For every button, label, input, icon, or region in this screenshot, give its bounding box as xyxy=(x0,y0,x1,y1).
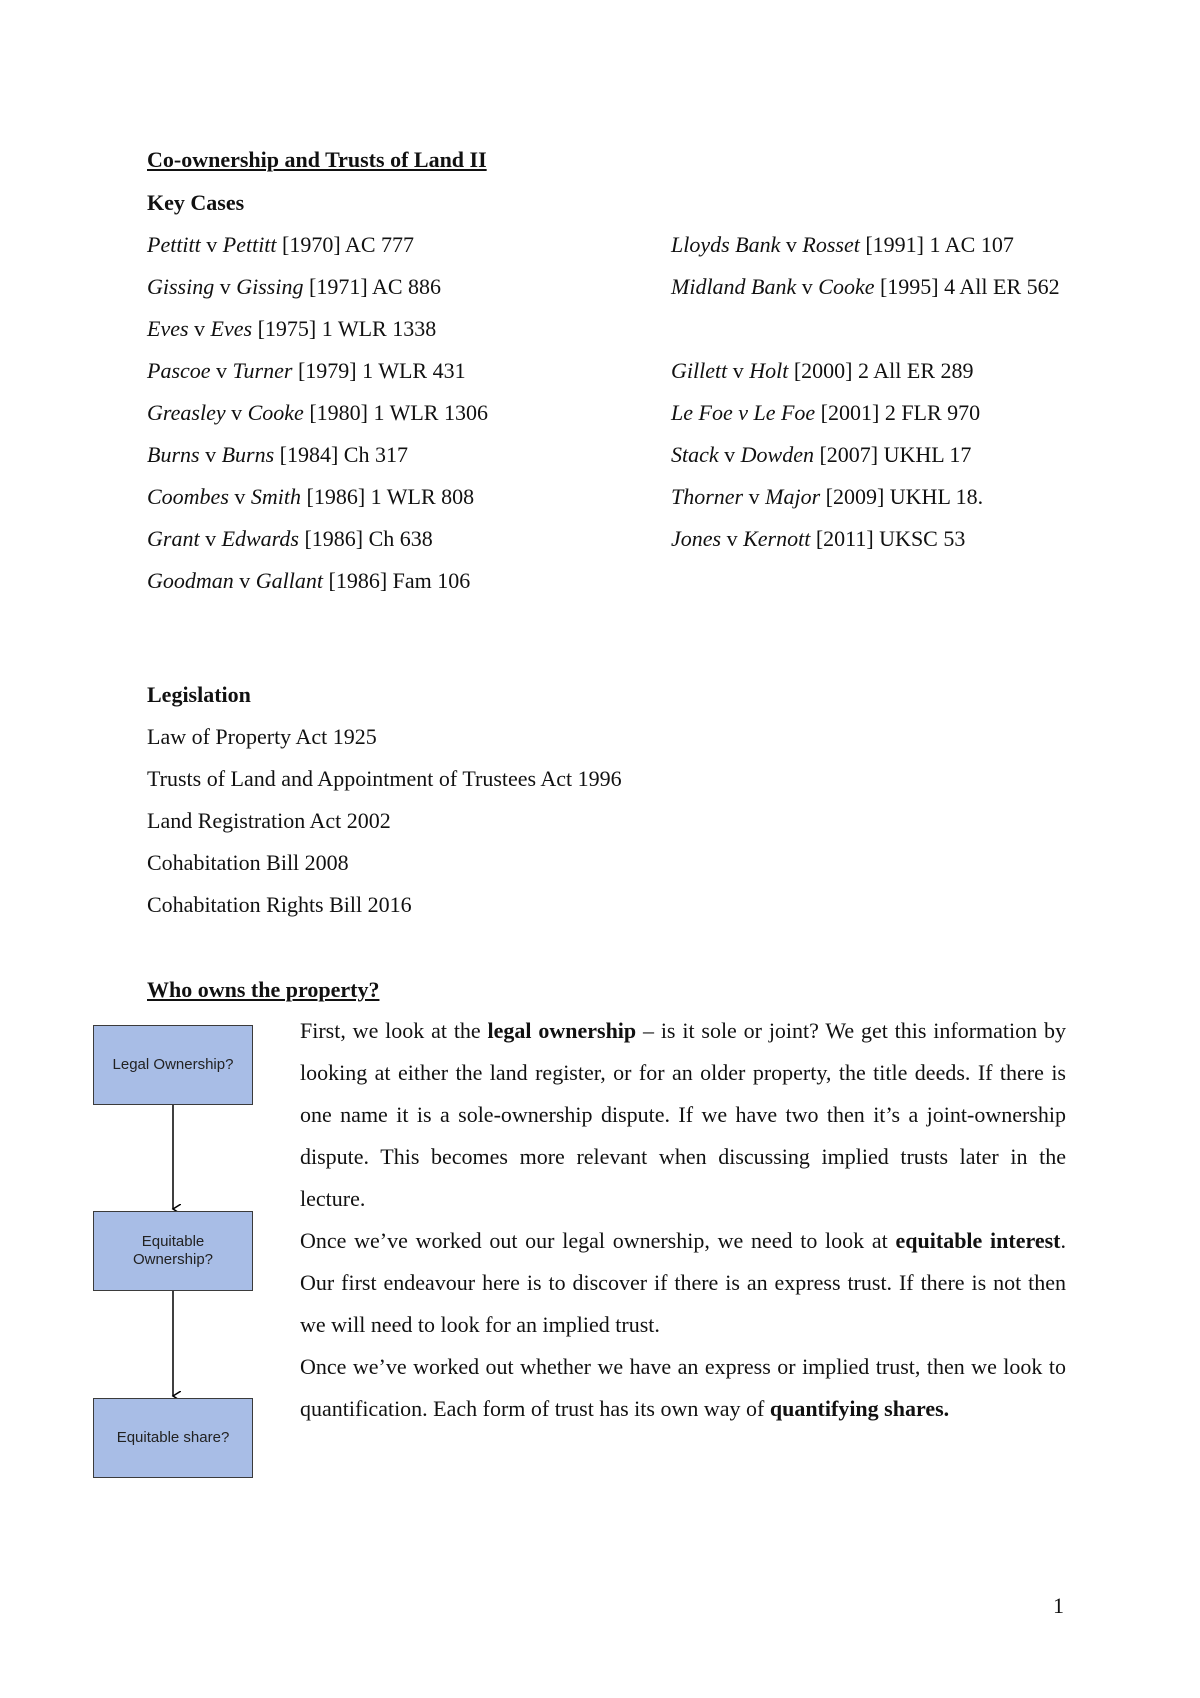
case-reference: [1986] Fam 106 xyxy=(323,568,471,593)
case-versus: v xyxy=(225,400,248,425)
case-party: Kernott xyxy=(743,526,811,551)
case-citation xyxy=(147,441,647,483)
case-citation xyxy=(147,399,647,441)
case-citation xyxy=(671,441,1101,483)
case-party: Edwards xyxy=(221,526,299,551)
case-party: Le Foe v Le Foe xyxy=(671,400,816,425)
cases-list-left xyxy=(147,231,647,609)
document-title: Co-ownership and Trusts of Land II xyxy=(147,147,487,172)
case-versus: v xyxy=(718,442,741,467)
paragraph-quantification xyxy=(300,1346,1066,1430)
case-party: Burns xyxy=(221,442,275,467)
case-party: Burns xyxy=(147,442,200,467)
legislation-item: Land Registration Act 2002 xyxy=(147,808,391,833)
case-citation xyxy=(671,399,1101,441)
case-party: Gillett xyxy=(671,358,728,383)
case-party: Holt xyxy=(749,358,789,383)
case-party: Gissing xyxy=(147,274,215,299)
case-reference: [1991] 1 AC 107 xyxy=(859,232,1014,257)
case-party: Pascoe xyxy=(147,358,211,383)
case-reference: [2001] 2 FLR 970 xyxy=(815,400,981,425)
case-citation xyxy=(147,315,647,357)
legislation-list xyxy=(147,723,622,933)
case-party: Jones xyxy=(671,526,722,551)
case-party: Pettitt xyxy=(222,232,277,257)
case-reference: [1986] 1 WLR 808 xyxy=(301,484,475,509)
case-reference: [1979] 1 WLR 431 xyxy=(292,358,466,383)
paragraph-equitable-interest xyxy=(300,1220,1066,1346)
case-party: Major xyxy=(765,484,821,509)
case-reference: [1970] AC 777 xyxy=(276,232,415,257)
flowchart-box-legal-ownership: Legal Ownership? xyxy=(93,1025,253,1105)
legislation-item: Cohabitation Bill 2008 xyxy=(147,850,349,875)
case-reference: [1971] AC 886 xyxy=(303,274,441,299)
case-versus: v xyxy=(727,358,750,383)
legislation-item: Cohabitation Rights Bill 2016 xyxy=(147,892,412,917)
case-versus: v xyxy=(210,358,233,383)
case-party: Lloyds Bank xyxy=(671,232,781,257)
case-citation xyxy=(147,273,647,315)
case-party: Coombes xyxy=(147,484,229,509)
case-party: Rosset xyxy=(802,232,860,257)
body-text xyxy=(300,1010,1066,1430)
case-party: Cooke xyxy=(247,400,304,425)
case-versus: v xyxy=(199,526,222,551)
emphasis-equitable-interest: equitable interest xyxy=(895,1228,1061,1253)
case-party: Eves xyxy=(147,316,189,341)
legislation-heading: Legislation xyxy=(147,682,251,707)
legislation-item: Law of Property Act 1925 xyxy=(147,724,377,749)
case-citation xyxy=(147,231,647,273)
case-reference: [1975] 1 WLR 1338 xyxy=(252,316,437,341)
case-reference: [2000] 2 All ER 289 xyxy=(788,358,974,383)
case-party: Grant xyxy=(147,526,200,551)
case-party: Gallant xyxy=(255,568,324,593)
case-versus: v xyxy=(188,316,211,341)
case-party: Cooke xyxy=(818,274,875,299)
paragraph-legal-ownership xyxy=(300,1010,1066,1220)
case-citation xyxy=(671,357,1101,399)
case-reference: [1980] 1 WLR 1306 xyxy=(303,400,488,425)
case-versus: v xyxy=(796,274,819,299)
case-party: Pettitt xyxy=(147,232,201,257)
legislation-item: Trusts of Land and Appointment of Trustees Act 1996 xyxy=(147,766,622,791)
case-citation xyxy=(671,266,1101,350)
case-versus: v xyxy=(200,232,223,257)
case-party: Midland Bank xyxy=(671,274,797,299)
case-party: Smith xyxy=(250,484,302,509)
flowchart-box-equitable-share: Equitable share? xyxy=(93,1398,253,1478)
case-citation xyxy=(671,525,1101,567)
case-reference: [1986] Ch 638 xyxy=(298,526,433,551)
paragraph-text: . Our first endeavour here is to discover if there is an express trust. If there is not then we will need to look for an implied trust. xyxy=(300,1228,1066,1337)
who-owns-heading: Who owns the property? xyxy=(147,977,380,1002)
case-citation xyxy=(147,567,647,609)
case-versus: v xyxy=(233,568,256,593)
case-citation xyxy=(147,483,647,525)
paragraph-text: Once we’ve worked out whether we have an express or implied trust, then we look to quantification. Each form of trust has its own way of xyxy=(300,1354,1066,1421)
page-number: 1 xyxy=(1053,1593,1064,1618)
case-party: Goodman xyxy=(147,568,234,593)
case-party: Stack xyxy=(671,442,719,467)
flowchart-box-equitable-ownership: Equitable Ownership? xyxy=(93,1211,253,1291)
paragraph-text: First, we look at the xyxy=(300,1018,488,1043)
case-versus: v xyxy=(780,232,803,257)
case-reference: [2011] UKSC 53 xyxy=(810,526,966,551)
case-party: Greasley xyxy=(147,400,226,425)
case-reference: [1984] Ch 317 xyxy=(274,442,408,467)
cases-list-right xyxy=(671,231,1101,567)
case-reference: [1995] 4 All ER 562 xyxy=(874,274,1060,299)
case-versus: v xyxy=(743,484,766,509)
case-party: Thorner xyxy=(671,484,744,509)
case-versus: v xyxy=(228,484,251,509)
emphasis-quantifying-shares: quantifying shares. xyxy=(769,1396,950,1421)
emphasis-legal-ownership: legal ownership xyxy=(487,1018,637,1043)
case-versus: v xyxy=(721,526,744,551)
case-versus: v xyxy=(199,442,222,467)
case-party: Dowden xyxy=(740,442,814,467)
case-versus: v xyxy=(214,274,237,299)
paragraph-text: – is it sole or joint? We get this information by looking at either the land register, or for an older property, the title deeds. If there is one name it is a sole-ownership dispute. If we have two then it’s a joint-ownership dispute. This becomes more relevant when discussing implied trusts later in the lecture. xyxy=(300,1018,1066,1211)
key-cases-heading: Key Cases xyxy=(147,190,245,215)
case-reference: [2007] UKHL 17 xyxy=(813,442,972,467)
case-party: Turner xyxy=(232,358,293,383)
case-party: Eves xyxy=(210,316,253,341)
case-party: Gissing xyxy=(236,274,304,299)
case-reference: [2009] UKHL 18. xyxy=(820,484,984,509)
case-citation xyxy=(147,357,647,399)
case-citation xyxy=(671,483,1101,525)
case-citation xyxy=(147,525,647,567)
paragraph-text: Once we’ve worked out our legal ownership, we need to look at xyxy=(300,1228,896,1253)
